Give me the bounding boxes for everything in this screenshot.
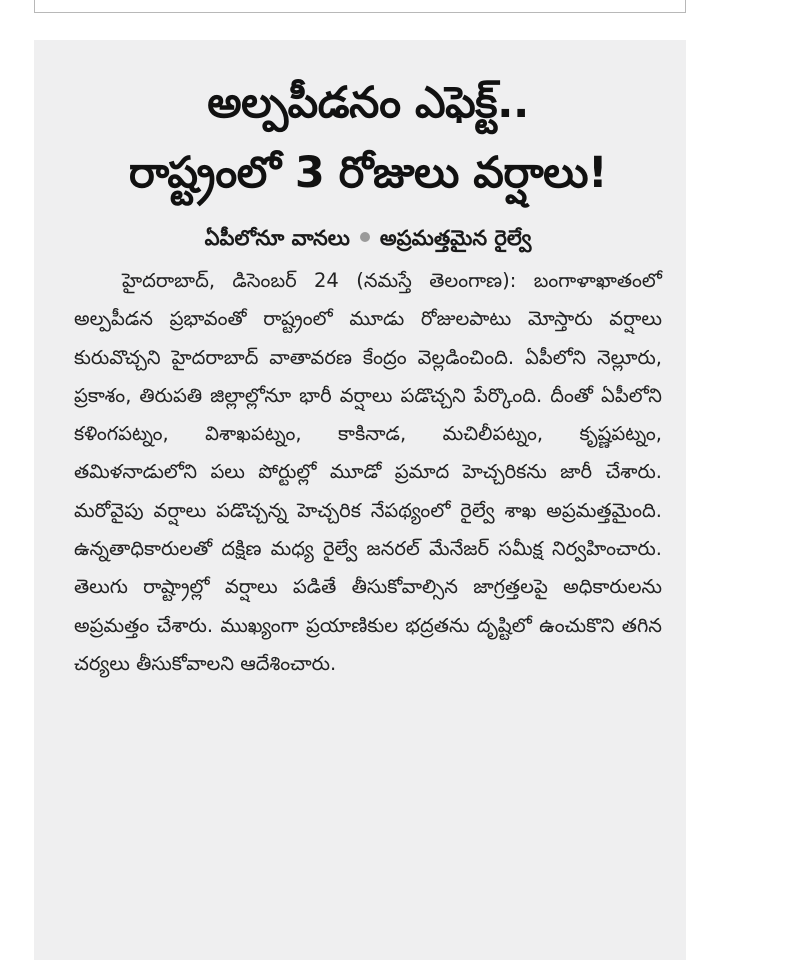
subhead-left: ఏపీలోనూ వానలు: [204, 226, 350, 250]
subheadline: [74, 222, 662, 254]
headline-line-1: అల్పపీడనం ఎఫెక్ట్..: [207, 78, 529, 128]
headline: [74, 40, 662, 208]
article-body: హైదరాబాద్, డిసెంబర్ 24 (నమస్తే తెలంగాణ): బంగాళాఖాతంలో అల్పపీడన ప్రభావంతో రాష్ట్రంలో మూడు రోజులపాటు మోస్తారు వర్షాలు కురువొచ్చని హైదరాబాద్ వాతావరణ కేంద్రం వెల్లడించింది. ఏపీలోని నెల్లూరు, ప్రకాశం, తిరుపతి జిల్లాల్లోనూ భారీ వర్షాలు పడొచ్చని పేర్కొంది. దీంతో ఏపీలోని కళింగపట్నం, విశాఖపట్నం, కాకినాడ, మచిలీపట్నం, కృష్ణపట్నం, తమిళనాడులోని పలు పోర్టుల్లో మూడో ప్రమాద హెచ్చరికను జారీ చేశారు. మరోవైపు వర్షాలు పడొచ్చన్న హెచ్చరిక నేపథ్యంలో రైల్వే శాఖ అప్రమత్తమైంది. ఉన్నతాధికారులతో దక్షిణ మధ్య రైల్వే జనరల్ మేనేజర్ సమీక్ష నిర్వహించారు. తెలుగు రాష్ట్రాల్లో వర్షాలు పడితే తీసుకోవాల్సిన జాగ్రత్తలపై అధికారులను అప్రమత్తం చేశారు. ముఖ్యంగా ప్రయాణికుల భద్రతను దృష్టిలో ఉంచుకొని తగిన చర్యలు తీసుకోవాలని ఆదేశించారు.: [74, 269, 662, 675]
news-article: [34, 40, 686, 960]
subhead-right: అప్రమత్తమైన రైల్వే: [379, 226, 532, 250]
bullet-separator-icon: [360, 232, 370, 242]
headline-line-2: రాష్ట్రంలో 3 రోజులు వర్షాలు!: [128, 148, 608, 198]
previous-article-frame: [34, 0, 686, 13]
